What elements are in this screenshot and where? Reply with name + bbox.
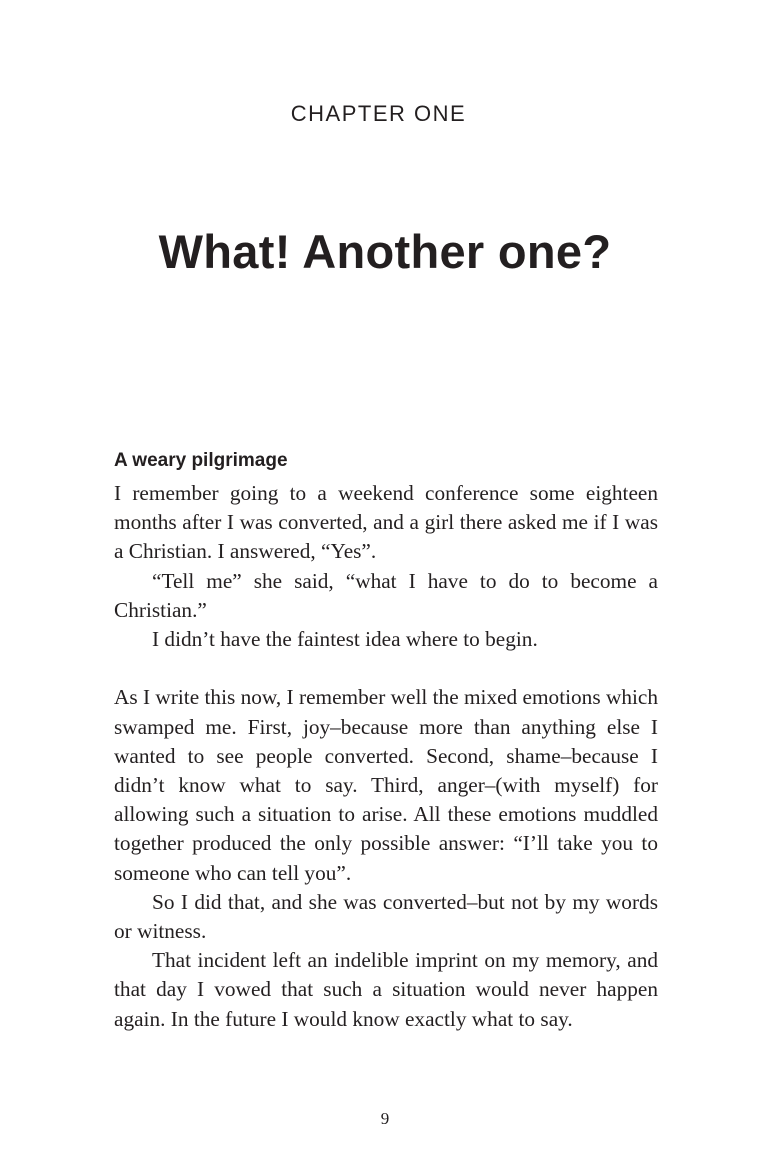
paragraph: I didn’t have the faintest idea where to begin. (152, 627, 538, 652)
page-number: 9 (380, 1109, 390, 1128)
section-heading: A weary pilgrimage (114, 450, 288, 471)
chapter-label: CHAPTER ONE (290, 101, 467, 126)
paragraph: I remember going to a weekend conference some eighteen months after I was converted, and a girl there asked me if I was a Christian. I answered, “Yes”. (114, 481, 658, 564)
body-text (114, 479, 658, 1034)
paragraph: “Tell me” she said, “what I have to do to become a Christian.” (114, 568, 658, 622)
paragraph: That incident left an indelible imprint on my memory, and that day I vowed that such a situation would never happen again. In the future I would know exactly what to say. (114, 948, 658, 1031)
paragraph: As I write this now, I remember well the mixed emotions which swamped me. First, joy–because more than anything else I wanted to see people converted. Second, shame–because I didn’t know what to say. Third, anger–(with myself) for allowing such a situation to arise. All these emotions muddled together produced the only possible answer: “I’ll take you to someone who can tell you”. (114, 685, 658, 885)
paragraph: So I did that, and she was converted–but not by my words or witness. (114, 889, 658, 944)
chapter-title: What! Another one? (158, 225, 612, 278)
